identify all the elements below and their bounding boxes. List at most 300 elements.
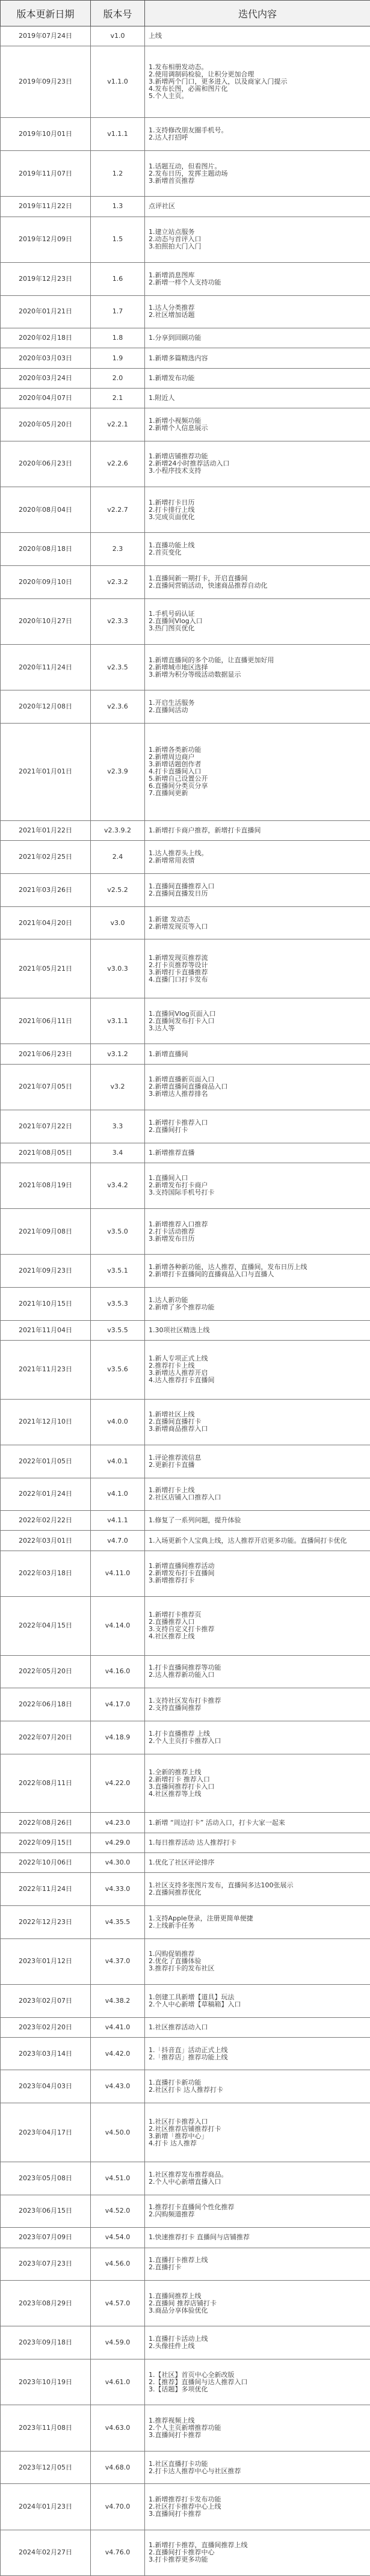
- table-row: [1, 1873, 370, 1906]
- row-changes: [145, 487, 370, 533]
- row-changes: [145, 2248, 370, 2281]
- row-date: 2021年09月08日: [1, 1208, 91, 1254]
- change-line: 2.推荐打卡上线: [149, 1362, 366, 1369]
- row-version: v2.3.6: [91, 690, 145, 724]
- change-line: 2.发布日历，发挥主题动场: [149, 170, 366, 177]
- row-version: v4.33.0: [91, 1873, 145, 1906]
- row-version: v4.35.5: [91, 1905, 145, 1938]
- change-line: 2.直播间 推荐店铺打卡: [149, 2300, 366, 2307]
- row-date: 2023年04月17日: [1, 2103, 91, 2162]
- change-line: 1.新增社区上线: [149, 1411, 366, 1418]
- table-row: [1, 1938, 370, 1984]
- row-changes: [145, 1813, 370, 1833]
- change-line: 1.30项社区精选上线: [149, 1327, 366, 1334]
- change-line: 4.发布长图，必需和图片化: [149, 85, 366, 93]
- change-line: 1.新增 “周边打卡” 活动入口，打卡大家一起来: [149, 1819, 366, 1827]
- row-version: v4.37.0: [91, 1938, 145, 1984]
- table-row: [1, 998, 370, 1044]
- row-changes: [145, 723, 370, 820]
- row-version: v2.3.9: [91, 723, 145, 820]
- change-line: 1.修复了一系列问题，提升体验: [149, 1517, 366, 1524]
- row-date: 2023年02月07日: [1, 1984, 91, 2017]
- row-changes: [145, 1110, 370, 1143]
- change-line: 1.新人专项正式上线: [149, 1355, 366, 1362]
- row-date: 2021年05月21日: [1, 939, 91, 998]
- change-line: 3.热门图页优化: [149, 625, 366, 632]
- row-date: 2023年03月14日: [1, 2037, 91, 2070]
- row-version: v2.2.6: [91, 441, 145, 487]
- row-date: 2019年11月07日: [1, 151, 91, 197]
- row-version: v4.56.0: [91, 2248, 145, 2281]
- row-changes: [145, 328, 370, 348]
- row-date: 2021年01月01日: [1, 723, 91, 820]
- table-row: [1, 1596, 370, 1655]
- row-changes: [145, 2195, 370, 2228]
- row-changes: [145, 46, 370, 118]
- change-line: 1.每日推荐活动 达人推荐打卡: [149, 1839, 366, 1846]
- row-version: v2.3.2: [91, 566, 145, 599]
- change-line: 1.推荐打卡直播间个性化推荐: [149, 2204, 366, 2211]
- change-line: 2.头像挂件上线: [149, 2343, 366, 2350]
- row-date: 2022年05月20日: [1, 1655, 91, 1688]
- change-line: 1.新建 发动态: [149, 916, 366, 923]
- change-line: 1.优化了社区评论排序: [149, 1859, 366, 1866]
- row-version: v4.11.0: [91, 1551, 145, 1596]
- row-changes: [145, 1873, 370, 1906]
- table-row: [1, 1340, 370, 1399]
- row-date: 2020年10月27日: [1, 598, 91, 644]
- table-row: [1, 2195, 370, 2228]
- table-row: [1, 46, 370, 118]
- table-row: [1, 1813, 370, 1833]
- row-changes: [145, 644, 370, 690]
- change-line: 2.新增打卡直播间的直播商品入口与直播人: [149, 1271, 366, 1278]
- change-line: 2.新增了多个推荐功能: [149, 1304, 366, 1311]
- change-line: 3.支持国际手机号打卡: [149, 1189, 366, 1196]
- change-line: 2.新增一样个人支持功能: [149, 279, 366, 286]
- row-changes: [145, 217, 370, 262]
- change-line: 1.推荐视频上线: [149, 2417, 366, 2424]
- row-version: 2.3: [91, 533, 145, 566]
- change-line: 2.直播间Vlog入口: [149, 618, 366, 625]
- row-changes: [145, 348, 370, 368]
- change-line: 2.直播间直播发日历: [149, 890, 366, 897]
- row-version: v4.1.1: [91, 1511, 145, 1531]
- table-header-row: [1, 1, 370, 26]
- table-row: [1, 1163, 370, 1208]
- change-line: 1.新增直播间的多个功能，让直播更加好用: [149, 657, 366, 664]
- row-date: 2022年11月24日: [1, 1873, 91, 1906]
- row-changes: [145, 939, 370, 998]
- row-version: v4.7.0: [91, 1531, 145, 1551]
- row-changes: [145, 1208, 370, 1254]
- row-version: v4.42.0: [91, 2037, 145, 2070]
- change-line: 4.打卡 达人推荐: [149, 2140, 366, 2147]
- table-row: [1, 368, 370, 388]
- change-line: 2.新增城市地区选择: [149, 664, 366, 671]
- row-changes: [145, 2037, 370, 2070]
- table-row: [1, 1287, 370, 1320]
- change-line: 1.新增打卡上线: [149, 1487, 366, 1494]
- change-line: 上线: [149, 32, 366, 40]
- table-row: [1, 1399, 370, 1445]
- change-line: 1.建立站点服务: [149, 229, 366, 236]
- change-line: 4.达人推荐打卡直播间: [149, 1377, 366, 1384]
- row-changes: [145, 2070, 370, 2103]
- table-row: [1, 566, 370, 599]
- change-line: 2.新增个人信息展示: [149, 425, 366, 432]
- change-line: 3.新增打卡直播推荐: [149, 969, 366, 976]
- change-line: 2.个人主页新增推荐功能: [149, 2424, 366, 2432]
- row-version: 1.5: [91, 217, 145, 262]
- change-line: 1.社区打卡推荐入口: [149, 2118, 366, 2126]
- row-changes: [145, 2530, 370, 2575]
- change-line: 2.新增直播间直播商品入口: [149, 1083, 366, 1090]
- change-line: 1.附近人: [149, 395, 366, 402]
- row-version: v4.59.0: [91, 2326, 145, 2359]
- table-row: [1, 1044, 370, 1064]
- table-row: [1, 939, 370, 998]
- table-row: [1, 441, 370, 487]
- row-changes: [145, 1044, 370, 1064]
- row-changes: [145, 1287, 370, 1320]
- change-line: 3.完成页面优化: [149, 514, 366, 521]
- row-changes: [145, 874, 370, 907]
- change-line: 2.新增发布打卡直播间: [149, 1570, 366, 1577]
- row-changes: [145, 2359, 370, 2405]
- table-row: [1, 197, 370, 217]
- row-version: v1.1.1: [91, 118, 145, 151]
- change-line: 7.直播间更新: [149, 790, 366, 797]
- change-line: 2.达人推荐新功能入口: [149, 1671, 366, 1679]
- change-line: 3.【话题】多项优化: [149, 2386, 366, 2393]
- change-line: 2.社区增加话题: [149, 312, 366, 319]
- row-changes: [145, 2162, 370, 2195]
- row-changes: [145, 118, 370, 151]
- row-version: v4.38.2: [91, 1984, 145, 2017]
- change-line: 1.新增推荐打卡发布功能: [149, 2496, 366, 2503]
- row-changes: [145, 1064, 370, 1110]
- row-changes: [145, 1511, 370, 1531]
- row-version: v4.70.0: [91, 2484, 145, 2530]
- change-line: 1.新增发布功能: [149, 375, 366, 382]
- row-date: 2021年04月20日: [1, 906, 91, 939]
- row-changes: [145, 2326, 370, 2359]
- table-row: [1, 1721, 370, 1754]
- row-changes: [145, 1984, 370, 2017]
- change-line: 1.新增直播新页面入口: [149, 1076, 366, 1083]
- header-changes: 迭代内容: [145, 1, 370, 26]
- change-line: 1.支持Apple登录，注册更简单便捷: [149, 1915, 366, 1922]
- table-row: [1, 690, 370, 724]
- table-row: [1, 2484, 370, 2530]
- row-version: v4.41.0: [91, 2017, 145, 2037]
- change-line: 2.支持直播间推荐: [149, 1705, 366, 1712]
- change-line: 1.直播打卡活动上线: [149, 2335, 366, 2343]
- change-line: 1.闪购促销推荐: [149, 1950, 366, 1958]
- table-row: [1, 2405, 370, 2451]
- change-line: 3.新增两个门口，更多进入，以及商家入门提示: [149, 78, 366, 85]
- row-date: 2022年03月01日: [1, 1531, 91, 1551]
- change-line: 3.达人等: [149, 1025, 366, 1032]
- row-date: 2020年08月18日: [1, 533, 91, 566]
- change-line: 2.打卡排行上线: [149, 506, 366, 514]
- table-row: [1, 2451, 370, 2484]
- table-row: [1, 295, 370, 328]
- row-changes: [145, 1445, 370, 1478]
- change-line: 1.快速推荐打卡 直播间与店铺推荐: [149, 2234, 366, 2241]
- row-version: 1.9: [91, 348, 145, 368]
- change-line: 4.社区推荐等上线: [149, 1791, 366, 1798]
- change-line: 2.使用调制码检验，让积分更加合理: [149, 71, 366, 78]
- change-line: 2.个人主页打卡推荐入口: [149, 1738, 366, 1745]
- change-line: 1.直播功能上线: [149, 542, 366, 549]
- row-version: v4.54.0: [91, 2228, 145, 2248]
- change-line: 6.直播间分类页分享: [149, 782, 366, 790]
- row-version: v1.1.0: [91, 46, 145, 118]
- row-date: 2022年06月18日: [1, 1688, 91, 1721]
- change-line: 1.直播打卡新功能: [149, 2079, 366, 2086]
- row-changes: [145, 2103, 370, 2162]
- change-line: 2.闪购频道推荐: [149, 2211, 366, 2218]
- row-version: v4.29.0: [91, 1833, 145, 1852]
- row-version: v4.50.0: [91, 2103, 145, 2162]
- change-line: 1.支持修改朋友圈手机号。: [149, 127, 366, 134]
- row-date: 2020年05月20日: [1, 408, 91, 441]
- table-row: [1, 841, 370, 874]
- change-line: 5.个人主页。: [149, 93, 366, 100]
- row-date: 2021年09月23日: [1, 1255, 91, 1288]
- change-line: 2.更新打卡直播: [149, 1462, 366, 1469]
- row-version: v4.22.0: [91, 1754, 145, 1813]
- table-row: [1, 2103, 370, 2162]
- table-row: [1, 1688, 370, 1721]
- row-changes: [145, 151, 370, 197]
- change-line: 1.支持社区发布打卡推荐: [149, 1697, 366, 1705]
- change-line: 2.社区推荐店铺推荐打卡: [149, 2126, 366, 2133]
- table-row: [1, 1208, 370, 1254]
- change-line: 2.动态与首评入口: [149, 236, 366, 243]
- change-line: 点评社区: [149, 203, 366, 210]
- change-line: 1.新增打卡推荐入口: [149, 1119, 366, 1127]
- row-changes: [145, 1688, 370, 1721]
- change-line: 2.直播间打卡: [149, 1127, 366, 1134]
- table-row: [1, 1833, 370, 1852]
- row-version: v2.3.9.2: [91, 821, 145, 841]
- change-line: 2.「推荐店」推荐功能上线: [149, 2054, 366, 2061]
- row-version: v3.0: [91, 906, 145, 939]
- change-line: 2.社区打卡 达人推荐打卡: [149, 2086, 366, 2094]
- row-changes: [145, 1478, 370, 1511]
- change-line: 2.个人中心新增【草稿箱】入口: [149, 2001, 366, 2008]
- change-line: 1.打卡直播间推荐等功能: [149, 1664, 366, 1671]
- row-date: 2022年01月24日: [1, 1478, 91, 1511]
- row-changes: [145, 2405, 370, 2451]
- change-line: 2.新增打卡 推荐入口: [149, 1776, 366, 1783]
- row-version: 1.7: [91, 295, 145, 328]
- row-date: 2019年09月23日: [1, 46, 91, 118]
- table-row: [1, 1143, 370, 1163]
- table-row: [1, 262, 370, 295]
- change-line: 2.新增发现页等入口: [149, 923, 366, 930]
- change-line: 1.入场更新个人宝典上线，达人推荐开启更多功能。直播间打卡优化: [149, 1537, 366, 1545]
- change-line: 2.个人中心新增直播入口: [149, 2178, 366, 2186]
- change-line: 1.新增打卡推荐，直播间推荐上线: [149, 2542, 366, 2549]
- change-line: 4.直播门口打卡发布: [149, 976, 366, 983]
- row-date: 2021年08月19日: [1, 1163, 91, 1208]
- change-line: 1.达人推荐头上线。: [149, 850, 366, 857]
- change-line: 1.话题互动，但看图片。: [149, 163, 366, 170]
- row-date: 2022年07月20日: [1, 1721, 91, 1754]
- row-date: 2020年04月07日: [1, 388, 91, 408]
- row-version: 2.0: [91, 368, 145, 388]
- change-line: 2.新增常用表情: [149, 857, 366, 864]
- change-line: 3.商品分享体验优化: [149, 2307, 366, 2314]
- change-line: 1.新增推荐直播: [149, 1149, 366, 1157]
- change-line: 1.新增小视频功能: [149, 417, 366, 425]
- table-row: [1, 644, 370, 690]
- row-version: v4.0.1: [91, 1445, 145, 1478]
- change-line: 1.社区直播打卡功能: [149, 2461, 366, 2468]
- row-version: v3.1.2: [91, 1044, 145, 1064]
- row-date: 2022年04月15日: [1, 1596, 91, 1655]
- change-line: 2.新增周边商户: [149, 754, 366, 761]
- row-version: v4.30.0: [91, 1852, 145, 1872]
- row-date: 2022年12月23日: [1, 1905, 91, 1938]
- row-changes: [145, 197, 370, 217]
- table-row: [1, 2281, 370, 2326]
- row-date: 2019年11月22日: [1, 197, 91, 217]
- row-date: 2019年12月09日: [1, 217, 91, 262]
- table-row: [1, 1531, 370, 1551]
- row-changes: [145, 906, 370, 939]
- row-date: 2022年08月26日: [1, 1813, 91, 1833]
- row-changes: [145, 821, 370, 841]
- change-line: 2.上线新手任务: [149, 1922, 366, 1929]
- row-date: 2023年11月08日: [1, 2405, 91, 2451]
- change-line: 1.直播间推荐上线: [149, 2293, 366, 2300]
- change-line: 3.新增话题创作者: [149, 761, 366, 768]
- row-version: v4.68.0: [91, 2451, 145, 2484]
- row-date: 2022年10月06日: [1, 1852, 91, 1872]
- table-row: [1, 2228, 370, 2248]
- row-version: v2.3.3: [91, 598, 145, 644]
- change-line: 2.打卡活动推荐: [149, 1228, 366, 1235]
- row-date: 2022年02月22日: [1, 1511, 91, 1531]
- row-date: 2021年03月26日: [1, 874, 91, 907]
- row-changes: [145, 441, 370, 487]
- row-changes: [145, 295, 370, 328]
- change-line: 2.直播间直播打卡: [149, 1418, 366, 1425]
- change-line: 3.新增推荐打卡: [149, 1577, 366, 1584]
- row-date: 2023年07月23日: [1, 2248, 91, 2281]
- change-line: 3.打卡推荐更多功能: [149, 2556, 366, 2563]
- row-changes: [145, 1143, 370, 1163]
- change-line: 1.社区支持多张图片发布，直播间多达100张展示: [149, 1882, 366, 1889]
- table-row: [1, 1984, 370, 2017]
- change-line: 1.社区推荐活动入口: [149, 2024, 366, 2031]
- row-changes: [145, 1320, 370, 1340]
- row-version: v4.16.0: [91, 1655, 145, 1688]
- row-version: 1.3: [91, 197, 145, 217]
- row-date: 2023年01月12日: [1, 1938, 91, 1984]
- row-version: v3.5.6: [91, 1340, 145, 1399]
- table-row: [1, 151, 370, 197]
- row-date: 2021年06月11日: [1, 998, 91, 1044]
- row-version: v2.3.5: [91, 644, 145, 690]
- change-line: 5.新增自己设置公开: [149, 775, 366, 782]
- table-row: [1, 1852, 370, 1872]
- change-line: 3.直播间打卡推荐: [149, 2510, 366, 2518]
- change-line: 1.【社区】首页中心全新改版: [149, 2372, 366, 2379]
- row-changes: [145, 2451, 370, 2484]
- row-date: 2021年01月22日: [1, 821, 91, 841]
- change-line: 3.支持自定义打卡推荐: [149, 1626, 366, 1633]
- row-date: 2020年02月18日: [1, 328, 91, 348]
- row-changes: [145, 598, 370, 644]
- row-changes: [145, 998, 370, 1044]
- row-date: 2020年09月10日: [1, 566, 91, 599]
- change-line: 2.打卡页推荐等设计: [149, 962, 366, 969]
- change-line: 3.新增商品推荐入口: [149, 1425, 366, 1433]
- table-row: [1, 118, 370, 151]
- change-line: 1.手机号码认证: [149, 610, 366, 618]
- row-version: v4.1.0: [91, 1478, 145, 1511]
- change-line: 1.发布相册发动态。: [149, 64, 366, 71]
- change-line: 1.新增打卡日历: [149, 499, 366, 506]
- row-version: v3.0.3: [91, 939, 145, 998]
- row-date: 2020年01月21日: [1, 295, 91, 328]
- row-date: 2022年03月18日: [1, 1551, 91, 1596]
- table-row: [1, 487, 370, 533]
- change-line: 2.直播间打卡推荐中心: [149, 2549, 366, 2556]
- table-row: [1, 1551, 370, 1596]
- change-line: 2.直播间推荐优化: [149, 1889, 366, 1896]
- change-line: 1.直播间新一期打卡，开启直播间: [149, 575, 366, 582]
- row-date: 2022年09月15日: [1, 1833, 91, 1852]
- change-line: 3.小程序技术支持: [149, 467, 366, 475]
- change-line: 1.达人分类推荐: [149, 304, 366, 312]
- row-version: v1.0: [91, 26, 145, 46]
- row-version: v4.63.0: [91, 2405, 145, 2451]
- table-row: [1, 1064, 370, 1110]
- change-line: 2.直播间发布打卡入口: [149, 1018, 366, 1025]
- table-row: [1, 2248, 370, 2281]
- change-line: 1.新增直播间: [149, 1051, 366, 1058]
- row-changes: [145, 1399, 370, 1445]
- row-version: v2.2.1: [91, 408, 145, 441]
- row-changes: [145, 841, 370, 874]
- row-changes: [145, 1596, 370, 1655]
- row-version: v4.18.9: [91, 1721, 145, 1754]
- row-version: v4.17.0: [91, 1688, 145, 1721]
- table-row: [1, 906, 370, 939]
- change-line: 3.新增为积分等级活动数据显示: [149, 671, 366, 678]
- row-version: 1.6: [91, 262, 145, 295]
- row-version: v2.5.2: [91, 874, 145, 907]
- change-line: 1.社区推荐发布推荐商品。: [149, 2171, 366, 2178]
- change-line: 1.新增直播间推荐活动: [149, 1563, 366, 1570]
- change-line: 3.拍照拍大门入门: [149, 243, 366, 250]
- change-line: 3.推荐打卡的发布社区: [149, 1965, 366, 1972]
- change-line: 1.新增推荐入口推荐: [149, 1221, 366, 1228]
- change-line: 1.创建工具新增【道具】玩法: [149, 1994, 366, 2001]
- row-changes: [145, 1340, 370, 1399]
- row-changes: [145, 2228, 370, 2248]
- row-date: 2024年02月27日: [1, 2530, 91, 2575]
- row-date: 2020年11月24日: [1, 644, 91, 690]
- change-line: 3.直播间推荐打卡入口: [149, 1783, 366, 1791]
